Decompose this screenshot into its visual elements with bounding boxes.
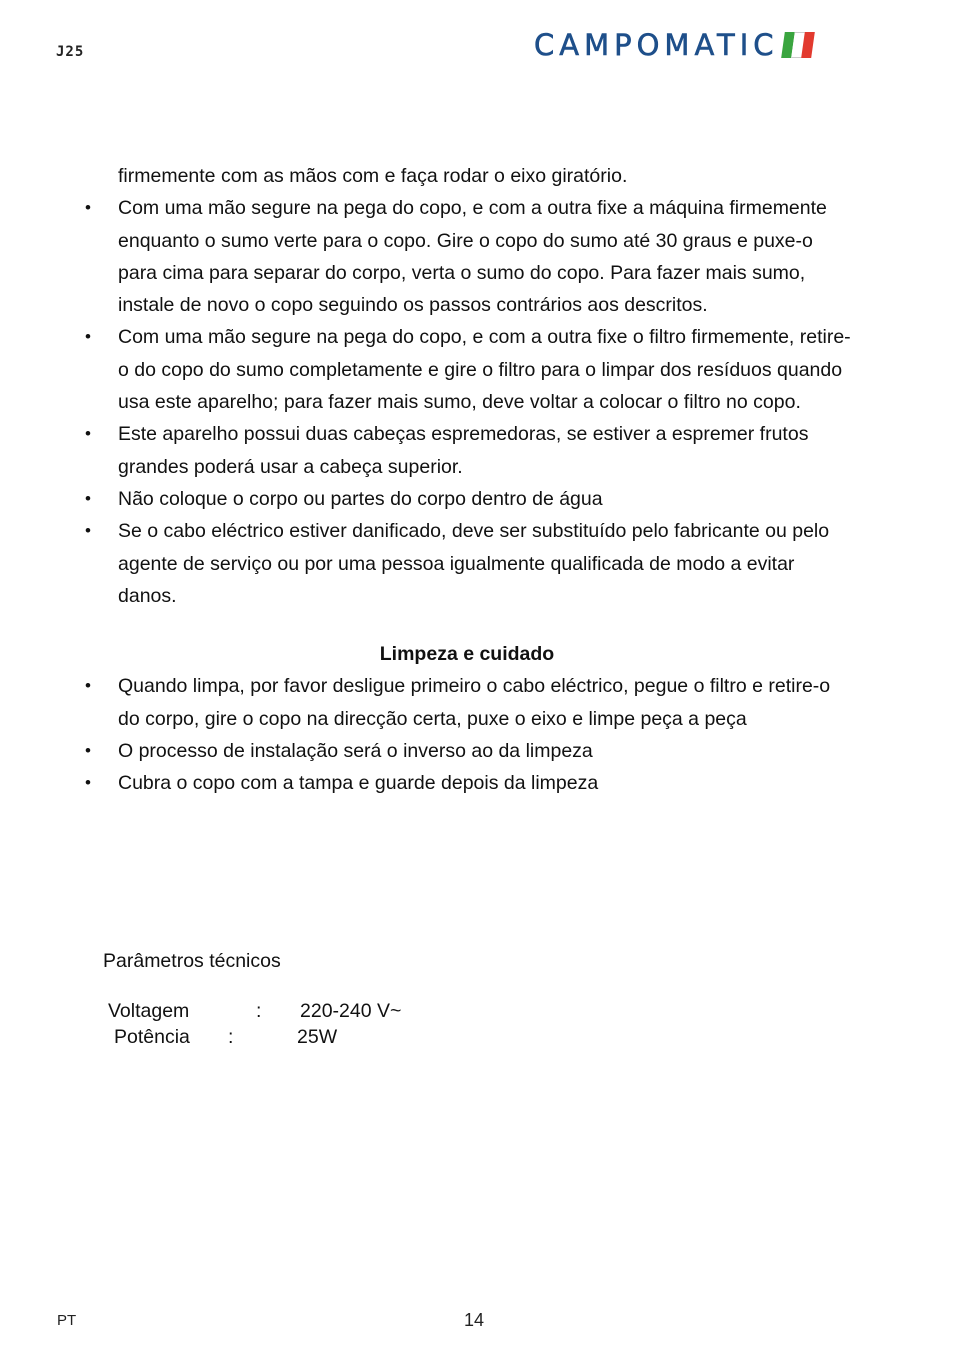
list-item	[82, 735, 852, 767]
page-number: 14	[464, 1310, 485, 1330]
bullet-icon: •	[85, 676, 91, 696]
instructions-list	[82, 192, 852, 612]
param-separator: :	[256, 1000, 262, 1022]
bullet-icon: •	[85, 327, 91, 347]
bullet-icon: •	[85, 741, 91, 761]
document-body	[82, 160, 852, 800]
list-item-text: Não coloque o corpo ou partes do corpo dentro de água	[118, 487, 603, 510]
param-label: Potência	[114, 1026, 190, 1048]
list-item-text: Se o cabo eléctrico estiver danificado, deve ser substituído pelo fabricante ou pelo agente de serviço ou por uma pessoa igualmente qualificada de modo a evitar danos.	[118, 520, 830, 607]
list-item	[82, 767, 852, 799]
bullet-icon: •	[85, 198, 91, 218]
list-item	[82, 418, 852, 483]
model-code: J25	[56, 44, 85, 60]
list-item-text: Este aparelho possui duas cabeças espremedoras, se estiver a espremer frutos grandes poderá usar a cabeça superior.	[118, 423, 809, 478]
list-item	[82, 192, 852, 321]
bullet-icon: •	[85, 488, 91, 508]
brand-wordmark: CAMPOMATIC	[534, 28, 779, 62]
list-item	[82, 321, 852, 418]
brand-logo	[534, 28, 900, 62]
list-item	[82, 515, 852, 612]
param-separator: :	[228, 1026, 234, 1048]
list-item-text: Quando limpa, por favor desligue primeiro o cabo eléctrico, pegue o filtro e retire-o do corpo, gire o copo na direcção certa, puxe o eixo e limpe peça a peça	[118, 675, 831, 730]
bullet-icon: •	[85, 424, 91, 444]
cleaning-list	[82, 670, 852, 799]
italian-flag-icon	[781, 32, 815, 58]
list-item-text: Cubra o copo com a tampa e guarde depois da limpeza	[118, 772, 599, 795]
param-label: Voltagem	[108, 1000, 190, 1022]
list-item	[82, 483, 852, 515]
list-item-text: Com uma mão segure na pega do copo, e com a outra fixe a máquina firmemente enquanto o sumo verte para o copo. Gire o copo do sumo até 30 graus e puxe-o para cima para separar do corpo, verta o sumo do copo. Para fazer mais sumo, instale de novo o copo seguindo os passos contrários aos descritos.	[118, 197, 827, 317]
param-value: 220-240 V~	[300, 1000, 402, 1022]
list-item-text: Com uma mão segure na pega do copo, e com a outra fixe o filtro firmemente, retire-o do copo do sumo completamente e gire o filtro para o limpar dos resíduos quando usa este aparelho; para fazer mais sumo, deve voltar a colocar o filtro no copo.	[118, 326, 851, 414]
section-heading: Limpeza e cuidado	[379, 643, 555, 666]
list-item-text: O processo de instalação será o inverso ao da limpeza	[118, 740, 593, 763]
continuation-text: firmemente com as mãos com e faça rodar o eixo giratório.	[118, 165, 628, 187]
footer-language: PT	[57, 1312, 77, 1329]
technical-params-title: Parâmetros técnicos	[103, 950, 281, 972]
bullet-icon: •	[85, 521, 91, 541]
param-value: 25W	[297, 1026, 338, 1048]
list-item	[82, 670, 852, 735]
bullet-icon: •	[85, 773, 91, 793]
